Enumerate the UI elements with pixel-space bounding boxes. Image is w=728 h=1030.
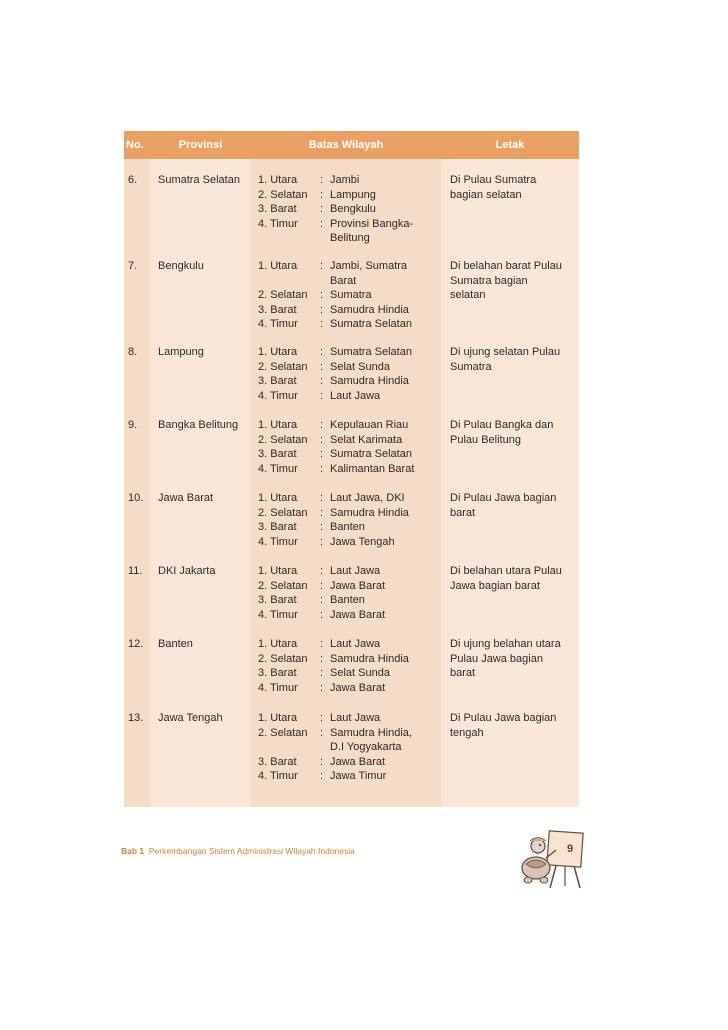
- border-separator: :: [320, 217, 324, 230]
- page-footer: [121, 846, 355, 856]
- row-number: 9.: [128, 419, 138, 431]
- border-separator: :: [320, 346, 324, 358]
- letak-line: Di ujung selatan Pulau: [450, 346, 561, 358]
- row-letak: [450, 491, 576, 520]
- border-value: Samudra Hindia: [330, 303, 409, 316]
- border-direction: 4. Timur: [258, 608, 298, 621]
- border-value: Jawa Timur: [330, 770, 387, 783]
- row-letak: [450, 711, 576, 740]
- border-separator: :: [320, 755, 324, 768]
- letak-line: selatan: [450, 289, 486, 302]
- border-direction: 4. Timur: [258, 681, 298, 694]
- row-provinsi: Bengkulu: [158, 260, 204, 272]
- row-number: 10.: [128, 492, 144, 504]
- border-value: Lampung: [330, 188, 376, 201]
- border-line: [258, 681, 438, 696]
- border-line: [258, 755, 438, 770]
- border-separator: :: [320, 203, 324, 216]
- letak-line: barat: [450, 667, 476, 680]
- border-line: [258, 303, 438, 318]
- border-line: [258, 726, 438, 741]
- border-separator: :: [320, 506, 324, 519]
- border-line: [258, 231, 438, 246]
- letak-line: Jawa bagian barat: [450, 579, 540, 592]
- border-direction: 2. Selatan: [258, 579, 308, 592]
- border-direction: 4. Timur: [258, 535, 298, 548]
- border-line: [258, 462, 438, 477]
- border-value: Sumatra: [330, 289, 372, 302]
- border-separator: :: [320, 389, 324, 402]
- border-value: D.I Yogyakarta: [330, 741, 402, 754]
- border-line: [258, 389, 438, 404]
- border-separator: :: [320, 492, 324, 504]
- border-direction: 1. Utara: [258, 712, 298, 724]
- row-batas-wilayah: [258, 637, 438, 695]
- border-separator: :: [320, 667, 324, 680]
- row-provinsi: Jawa Barat: [158, 492, 214, 504]
- border-separator: :: [320, 318, 324, 331]
- row-provinsi: Bangka Belitung: [158, 419, 239, 431]
- row-batas-wilayah: [258, 491, 438, 549]
- border-direction: 1. Utara: [258, 565, 298, 577]
- border-direction: 2. Selatan: [258, 289, 308, 302]
- border-direction: 4. Timur: [258, 217, 298, 230]
- border-direction: 3. Barat: [258, 755, 297, 768]
- border-value: Banten: [330, 521, 365, 534]
- column-letak-bg: [441, 131, 579, 807]
- letak-line: Di belahan utara Pulau: [450, 565, 562, 577]
- border-value: Laut Jawa, DKI: [330, 492, 405, 504]
- border-line: [258, 579, 438, 594]
- letak-line: Di Pulau Jawa bagian: [450, 492, 557, 504]
- border-direction: 3. Barat: [258, 667, 297, 680]
- row-number: 11.: [128, 565, 143, 577]
- border-direction: 2. Selatan: [258, 726, 308, 739]
- border-value: Kepulauan Riau: [330, 419, 409, 431]
- border-value: Sumatra Selatan: [330, 318, 412, 331]
- row-batas-wilayah: [258, 418, 438, 476]
- border-direction: 2. Selatan: [258, 433, 308, 446]
- row-provinsi: Jawa Tengah: [158, 712, 223, 724]
- letak-line: Pulau Jawa bagian: [450, 652, 543, 665]
- row-letak: [450, 173, 576, 202]
- border-direction: 3. Barat: [258, 448, 297, 461]
- letak-line: Sumatra bagian: [450, 274, 528, 287]
- border-value: Selat Sunda: [330, 360, 390, 373]
- border-direction: [258, 740, 320, 755]
- border-value: Selat Karimata: [330, 433, 403, 446]
- letak-line: Pulau Belitung: [450, 433, 521, 446]
- border-line: [258, 259, 438, 274]
- border-line: [258, 593, 438, 608]
- letak-line: barat: [450, 506, 476, 519]
- row-batas-wilayah: [258, 711, 438, 784]
- border-line: [258, 740, 438, 755]
- border-separator: :: [320, 419, 324, 431]
- border-line: [258, 666, 438, 681]
- border-line: [258, 188, 438, 203]
- border-separator: :: [320, 608, 324, 621]
- border-value: Laut Jawa: [330, 565, 381, 577]
- row-batas-wilayah: [258, 259, 438, 332]
- border-line: [258, 637, 438, 652]
- border-value: Laut Jawa: [330, 638, 381, 650]
- border-line: [258, 652, 438, 667]
- row-letak: [450, 259, 576, 303]
- border-separator: :: [320, 638, 324, 650]
- border-value: Bengkulu: [330, 203, 376, 216]
- letak-line: tengah: [450, 726, 484, 739]
- border-line: [258, 360, 438, 375]
- border-separator: :: [320, 448, 324, 461]
- border-line: [258, 506, 438, 521]
- row-provinsi: Sumatra Selatan: [158, 174, 240, 186]
- border-line: [258, 418, 438, 433]
- border-line: [258, 711, 438, 726]
- border-value: Jawa Barat: [330, 755, 386, 768]
- border-line: [258, 317, 438, 332]
- row-number: 7.: [128, 260, 138, 272]
- border-direction: 4. Timur: [258, 389, 298, 402]
- border-separator: [320, 274, 330, 289]
- border-value: Sumatra Selatan: [330, 346, 412, 358]
- border-separator: :: [320, 521, 324, 534]
- border-separator: :: [320, 681, 324, 694]
- border-direction: 1. Utara: [258, 260, 298, 272]
- border-direction: 2. Selatan: [258, 188, 308, 201]
- row-letak: [450, 345, 576, 374]
- border-value: Belitung: [330, 232, 370, 245]
- border-line: [258, 520, 438, 535]
- border-direction: 1. Utara: [258, 419, 298, 431]
- border-separator: [320, 231, 330, 246]
- border-separator: [320, 740, 330, 755]
- row-number: 12.: [128, 638, 144, 650]
- border-value: Jambi: [330, 174, 360, 186]
- row-batas-wilayah: [258, 345, 438, 403]
- border-value: Jawa Barat: [330, 681, 386, 694]
- border-value: Samudra Hindia,: [330, 726, 412, 739]
- border-separator: :: [320, 303, 324, 316]
- border-line: [258, 564, 438, 579]
- column-no-bg: [124, 131, 150, 807]
- row-number: 6.: [128, 174, 138, 186]
- border-line: [258, 769, 438, 784]
- border-value: Jawa Barat: [330, 579, 386, 592]
- row-letak: [450, 637, 576, 681]
- letak-line: Di ujung belahan utara: [450, 638, 561, 650]
- letak-line: Di belahan barat Pulau: [450, 260, 562, 272]
- border-direction: 1. Utara: [258, 346, 298, 358]
- border-separator: :: [320, 535, 324, 548]
- header-provinsi: Provinsi: [150, 131, 251, 159]
- border-separator: :: [320, 565, 324, 577]
- border-line: [258, 433, 438, 448]
- border-value: Selat Sunda: [330, 667, 390, 680]
- border-separator: :: [320, 594, 324, 607]
- letak-line: Di Pulau Jawa bagian: [450, 712, 557, 724]
- border-value: Provinsi Bangka-: [330, 217, 414, 230]
- border-value: Samudra Hindia: [330, 506, 409, 519]
- border-separator: :: [320, 433, 324, 446]
- border-direction: 2. Selatan: [258, 506, 308, 519]
- border-separator: :: [320, 360, 324, 373]
- border-separator: :: [320, 289, 324, 302]
- border-direction: 3. Barat: [258, 203, 297, 216]
- footer-chapter: Bab 1: [121, 846, 145, 856]
- border-separator: :: [320, 770, 324, 783]
- border-separator: :: [320, 260, 324, 272]
- border-value: Samudra Hindia: [330, 375, 409, 388]
- border-separator: :: [320, 712, 324, 724]
- border-direction: 2. Selatan: [258, 360, 308, 373]
- border-line: [258, 374, 438, 389]
- row-letak: [450, 418, 576, 447]
- border-line: [258, 491, 438, 506]
- border-separator: :: [320, 375, 324, 388]
- row-letak: [450, 564, 576, 593]
- border-separator: :: [320, 188, 324, 201]
- turtle-easel-icon: [516, 828, 588, 890]
- border-direction: 2. Selatan: [258, 652, 308, 665]
- border-value: Jambi, Sumatra: [330, 260, 408, 272]
- border-separator: :: [320, 726, 324, 739]
- footer-title: Perkembangan Sistem Administrasi Wilayah Indonesia: [148, 846, 355, 856]
- border-direction: [258, 274, 320, 289]
- border-direction: [258, 231, 320, 246]
- border-value: Laut Jawa: [330, 389, 381, 402]
- row-batas-wilayah: [258, 173, 438, 246]
- border-direction: 3. Barat: [258, 375, 297, 388]
- border-separator: :: [320, 462, 324, 475]
- border-direction: 4. Timur: [258, 770, 298, 783]
- border-line: [258, 288, 438, 303]
- letak-line: bagian selatan: [450, 188, 522, 201]
- page-number: 9: [567, 843, 574, 855]
- border-value: Samudra Hindia: [330, 652, 409, 665]
- border-separator: :: [320, 174, 324, 186]
- border-direction: 3. Barat: [258, 521, 297, 534]
- row-number: 13.: [128, 712, 144, 724]
- row-batas-wilayah: [258, 564, 438, 622]
- border-value: Sumatra Selatan: [330, 448, 412, 461]
- row-provinsi: Lampung: [158, 346, 204, 358]
- border-direction: 3. Barat: [258, 303, 297, 316]
- region-table: [124, 131, 579, 807]
- header-letak: Letak: [441, 131, 579, 159]
- border-separator: :: [320, 579, 324, 592]
- border-value: Banten: [330, 594, 365, 607]
- border-direction: 1. Utara: [258, 174, 298, 186]
- border-direction: 1. Utara: [258, 638, 298, 650]
- letak-line: Di Pulau Sumatra: [450, 174, 537, 186]
- border-value: Jawa Tengah: [330, 535, 395, 548]
- column-provinsi-bg: [150, 131, 251, 807]
- row-provinsi: Banten: [158, 638, 193, 650]
- border-line: [258, 202, 438, 217]
- letak-line: Di Pulau Bangka dan: [450, 419, 554, 431]
- row-number: 8.: [128, 346, 138, 358]
- border-line: [258, 345, 438, 360]
- border-separator: :: [320, 652, 324, 665]
- border-line: [258, 173, 438, 188]
- letak-line: Sumatra: [450, 360, 492, 373]
- border-direction: 4. Timur: [258, 318, 298, 331]
- header-no: No.: [124, 131, 150, 159]
- row-provinsi: DKI Jakarta: [158, 565, 216, 577]
- border-value: Jawa Barat: [330, 608, 386, 621]
- border-line: [258, 447, 438, 462]
- border-value: Laut Jawa: [330, 712, 381, 724]
- border-line: [258, 274, 438, 289]
- header-batas-wilayah: Batas Wilayah: [251, 131, 441, 159]
- border-direction: 3. Barat: [258, 594, 297, 607]
- border-line: [258, 608, 438, 623]
- border-line: [258, 535, 438, 550]
- border-value: Kalimantan Barat: [330, 462, 415, 475]
- border-value: Barat: [330, 274, 357, 287]
- border-direction: 4. Timur: [258, 462, 298, 475]
- border-direction: 1. Utara: [258, 492, 298, 504]
- border-line: [258, 217, 438, 232]
